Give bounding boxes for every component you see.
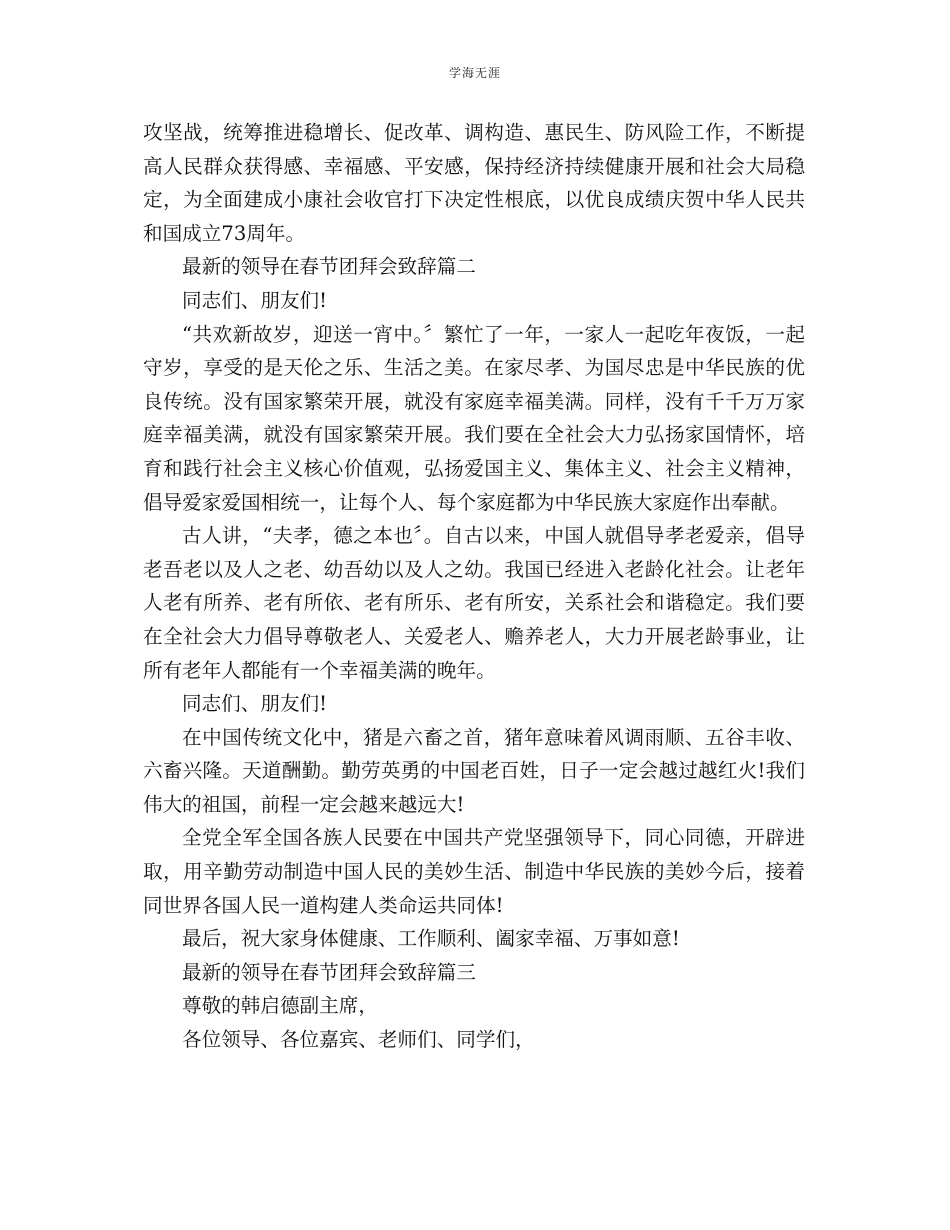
paragraph-continuation: 攻坚战，统筹推进稳增长、促改革、调构造、惠民生、防风险工作，不断提高人民群众获得感、幸福感、平安感，保持经济持续健康开展和社会大局稳定，为全面建成小康社会收官打下决定性根底，以优良成绩庆贺中华人民共和国成立73周年。	[143, 121, 805, 245]
paragraph: 全党全军全国各族人民要在中国共产党坚强领导下，同心同德，开辟进取，用辛勤劳动制造中国人民的美妙生活、制造中华民族的美妙今后，接着同世界各国人民一道构建人类命运共同体!	[143, 826, 805, 917]
document-body	[143, 116, 805, 1057]
section-heading-2: 最新的领导在春节团拜会致辞篇二	[182, 255, 476, 279]
salutation: 同志们、朋友们!	[182, 692, 328, 716]
salutation: 同志们、朋友们!	[182, 288, 328, 312]
paragraph: 最后，祝大家身体健康、工作顺利、阖家幸福、万事如意!	[182, 927, 680, 951]
paragraph: 在中国传统文化中，猪是六畜之首，猪年意味着风调雨顺、五谷丰收、六畜兴隆。天道酬勤。勤劳英勇的中国老百姓，日子一定会越过越红火!我们伟大的祖国，前程一定会越来越远大!	[143, 725, 805, 816]
salutation: 尊敬的韩启德副主席，	[182, 994, 378, 1018]
salutation: 各位领导、各位嘉宾、老师们、同学们，	[182, 1028, 535, 1052]
page-header: 学海无涯	[448, 66, 501, 80]
paragraph: 古人讲，“夫孝，德之本也〞。自古以来，中国人就倡导孝老爱亲，倡导老吾老以及人之老、幼吾幼以及人之幼。我国已经进入老龄化社会。让老年人老有所养、老有所依、老有所乐、老有所安，关系社会和谐稳定。我们要在全社会大力倡导尊敬老人、关爱老人、赡养老人，大力开展老龄事业，让所有老年人都能有一个幸福美满的晚年。	[143, 524, 805, 682]
paragraph: “共欢新故岁，迎送一宵中。〞繁忙了一年，一家人一起吃年夜饭，一起守岁，享受的是天伦之乐、生活之美。在家尽孝、为国尽忠是中华民族的优良传统。没有国家繁荣开展，就没有家庭幸福美满。同样，没有千千万万家庭幸福美满，就没有国家繁荣开展。我们要在全社会大力弘扬家国情怀，培育和践行社会主义核心价值观，弘扬爱国主义、集体主义、社会主义精神，倡导爱家爱国相统一，让每个人、每个家庭都为中华民族大家庭作出奉献。	[143, 322, 805, 514]
section-heading-3: 最新的领导在春节团拜会致辞篇三	[182, 960, 476, 984]
